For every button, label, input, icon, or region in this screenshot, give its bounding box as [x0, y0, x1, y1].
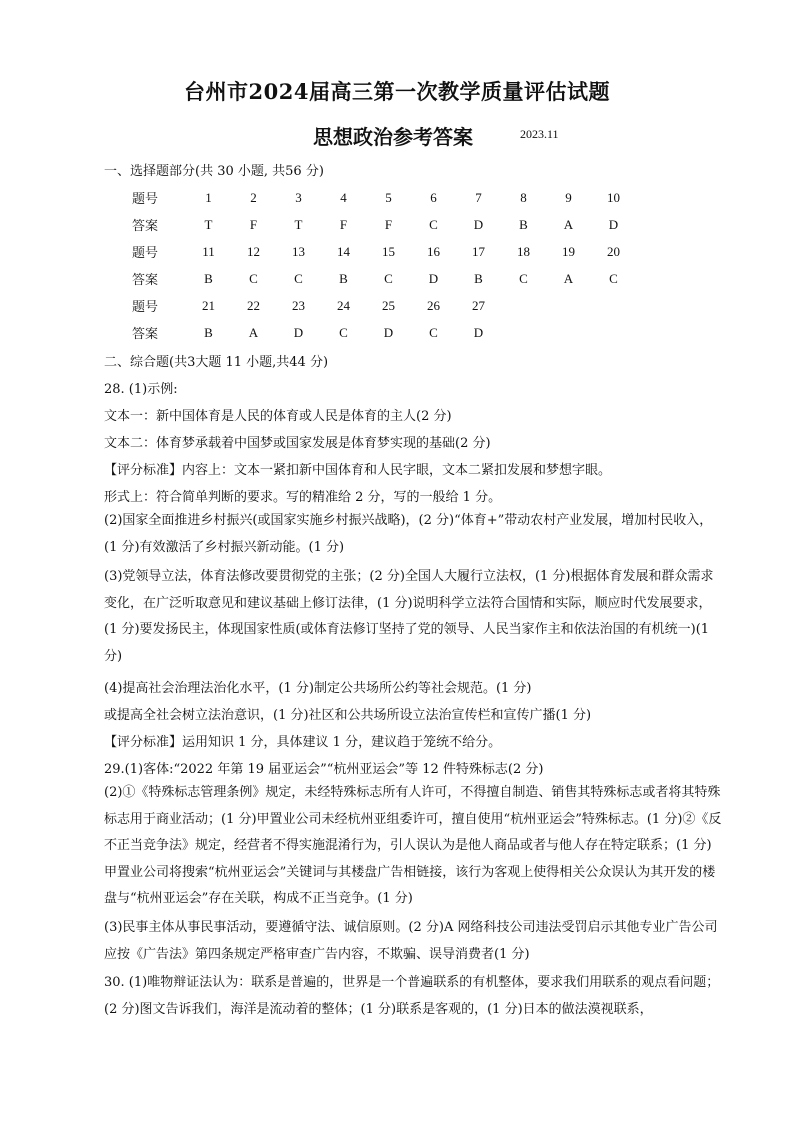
answer-row	[132, 319, 636, 346]
question-number: 21	[202, 297, 215, 313]
question-number: 12	[247, 243, 260, 259]
answer-cell: B	[204, 324, 213, 340]
question-number: 22	[247, 297, 260, 313]
question-number: 23	[292, 297, 305, 313]
question-number	[591, 292, 636, 319]
question-number: 2	[250, 189, 257, 205]
answer-cell: B	[474, 270, 483, 286]
question-number: 3	[295, 189, 302, 205]
page-subtitle: 思想政治参考答案	[313, 125, 473, 149]
question-number	[546, 292, 591, 319]
q28-part4a: (4)提高社会治理法治化水平，(1 分)制定公共场所公约等社会规范。(1 分)	[104, 681, 532, 696]
q30-part1: 30. (1)唯物辩证法认为：联系是普遍的，世界是一个普遍联系的有机整体，要求我们用联系的观点看问题；(2 分)图文告诉我们，海洋是流动着的整体；(1 分)联系是客观的，(1 分)日本的做法漠视联系，	[104, 975, 720, 1017]
section1-heading: 一、选择题部分(共 30 小题, 共56 分)	[104, 164, 324, 179]
answer-cell: F	[249, 216, 258, 232]
question-number: 9	[565, 189, 572, 205]
answer-cell: D	[608, 216, 619, 232]
answer-cell: T	[294, 216, 303, 232]
answer-cell: D	[293, 324, 304, 340]
q28-grading-content: 【评分标准】内容上：文本一紧扣新中国体育和人民字眼，文本二紧扣发展和梦想字眼。	[104, 463, 612, 478]
q28-part2: (2)国家全面推进乡村振兴(或国家实施乡村振兴战略)，(2 分)“体育+”带动农村产业发展，增加村民收入，(1 分)有效激活了乡村振兴新动能。(1 分)	[104, 513, 713, 555]
answer-cell: F	[339, 216, 348, 232]
answer-cell: A	[563, 270, 574, 286]
question-number: 17	[472, 243, 485, 259]
answer-row	[132, 211, 636, 238]
answer-cell: C	[249, 270, 258, 286]
question-number: 8	[520, 189, 527, 205]
answer-cell: A	[248, 324, 259, 340]
question-number: 19	[562, 243, 575, 259]
answer-cell: C	[339, 324, 348, 340]
answer-cell: D	[428, 270, 439, 286]
document-date: 2023.11	[520, 127, 559, 141]
question-number: 24	[337, 297, 350, 313]
answer-cell	[501, 319, 546, 346]
q28-label: 28. (1)示例:	[104, 382, 178, 397]
answer-cell: B	[519, 216, 528, 232]
q29-part1: 29.(1)客体:“2022 年第 19 届亚运会”“杭州亚运会”等 12 件特殊标志(2 分)	[104, 762, 544, 777]
answer-cell: C	[609, 270, 618, 286]
answer-cell: D	[473, 324, 484, 340]
answer-cell: C	[294, 270, 303, 286]
answer-row-label: 答案	[132, 327, 159, 342]
answer-cell: C	[429, 216, 438, 232]
answer-cell: C	[519, 270, 528, 286]
answer-row	[132, 265, 636, 292]
question-row-label: 题号	[132, 246, 159, 261]
question-number: 14	[337, 243, 350, 259]
section2-heading: 二、综合题(共3大题 11 小题,共44 分)	[104, 355, 329, 370]
q28-text1: 文本一：新中国体育是人民的体育或人民是体育的主人(2 分)	[104, 409, 452, 424]
q28-grading-4: 【评分标准】运用知识 1 分，具体建议 1 分，建议趋于笼统不给分。	[104, 735, 502, 750]
answer-cell: C	[384, 270, 393, 286]
answer-cell: F	[384, 216, 393, 232]
question-number: 6	[430, 189, 437, 205]
question-number: 7	[475, 189, 482, 205]
answer-row-label: 答案	[132, 273, 159, 288]
q28-part4b: 或提高全社会树立法治意识，(1 分)社区和公共场所设立法治宣传栏和宣传广播(1 分)	[104, 708, 592, 723]
q28-part3: (3)党领导立法，体育法修改要贯彻党的主张；(2 分)全国人大履行立法权，(1 分)根据体育发展和群众需求变化，在广泛听取意见和建议基础上修订法律，(1 分)说明科学立法符合国情和实际，顺应时代发展要求，(1 分)要发扬民主，体现国家性质(或体育法修订坚持了党的领导、人民当家作主和依法治国的有机统一)(1 分)	[104, 569, 714, 664]
answer-cell: B	[339, 270, 348, 286]
answer-cell: A	[563, 216, 574, 232]
question-number: 16	[427, 243, 440, 259]
question-row-label: 题号	[132, 300, 159, 315]
q28-text2: 文本二：体育梦承载着中国梦或国家发展是体育梦实现的基础(2 分)	[104, 436, 491, 451]
answer-cell: T	[204, 216, 213, 232]
question-number	[501, 292, 546, 319]
question-row	[132, 238, 636, 265]
question-row	[132, 292, 636, 319]
question-number: 13	[292, 243, 305, 259]
q28-grading-form: 形式上：符合简单判断的要求。写的精准给 2 分，写的一般给 1 分。	[104, 490, 502, 505]
answer-table	[132, 184, 636, 346]
question-number: 11	[202, 243, 215, 259]
page-title: 台州市2024届高三第一次教学质量评估试题	[184, 79, 610, 104]
answer-cell: D	[383, 324, 394, 340]
question-number: 18	[517, 243, 530, 259]
answer-cell	[546, 319, 591, 346]
question-number: 27	[472, 297, 485, 313]
subtitle-row	[0, 121, 794, 151]
question-number: 4	[340, 189, 347, 205]
question-row-label: 题号	[132, 192, 159, 207]
question-number: 15	[382, 243, 395, 259]
answer-cell: D	[473, 216, 484, 232]
answer-cell: C	[429, 324, 438, 340]
q29-part3: (3)民事主体从事民事活动，要遵循守法、诚信原则。(2 分)A 网络科技公司违法受罚启示其他专业广告公司应按《广告法》第四条规定严格审查广告内容，不欺骗、误导消费者(1 分)	[104, 920, 718, 962]
question-number: 5	[385, 189, 392, 205]
answer-cell: B	[204, 270, 213, 286]
question-number: 26	[427, 297, 440, 313]
q29-part2: (2)①《特殊标志管理条例》规定，未经特殊标志所有人许可，不得擅自制造、销售其特殊标志或者将其特殊标志用于商业活动；(1 分)甲置业公司未经杭州亚组委许可，擅自使用“杭州亚运会”特殊标志。(1 分)②《反不正当竞争法》规定，经营者不得实施混淆行为，引人误认为是他人商品或者与他人存在特定联系；(1 分)甲置业公司将搜索“杭州亚运会”关键词与其楼盘广告相链接，该行为客观上使得相关公众误认为其开发的楼盘与“杭州亚运会”存在关联，构成不正当竞争。(1 分)	[104, 785, 722, 906]
answer-cell	[591, 319, 636, 346]
answer-row-label: 答案	[132, 219, 159, 234]
question-number: 1	[205, 189, 212, 205]
question-number: 25	[382, 297, 395, 313]
question-number: 20	[607, 243, 620, 259]
question-number: 10	[607, 189, 620, 205]
question-row	[132, 184, 636, 211]
